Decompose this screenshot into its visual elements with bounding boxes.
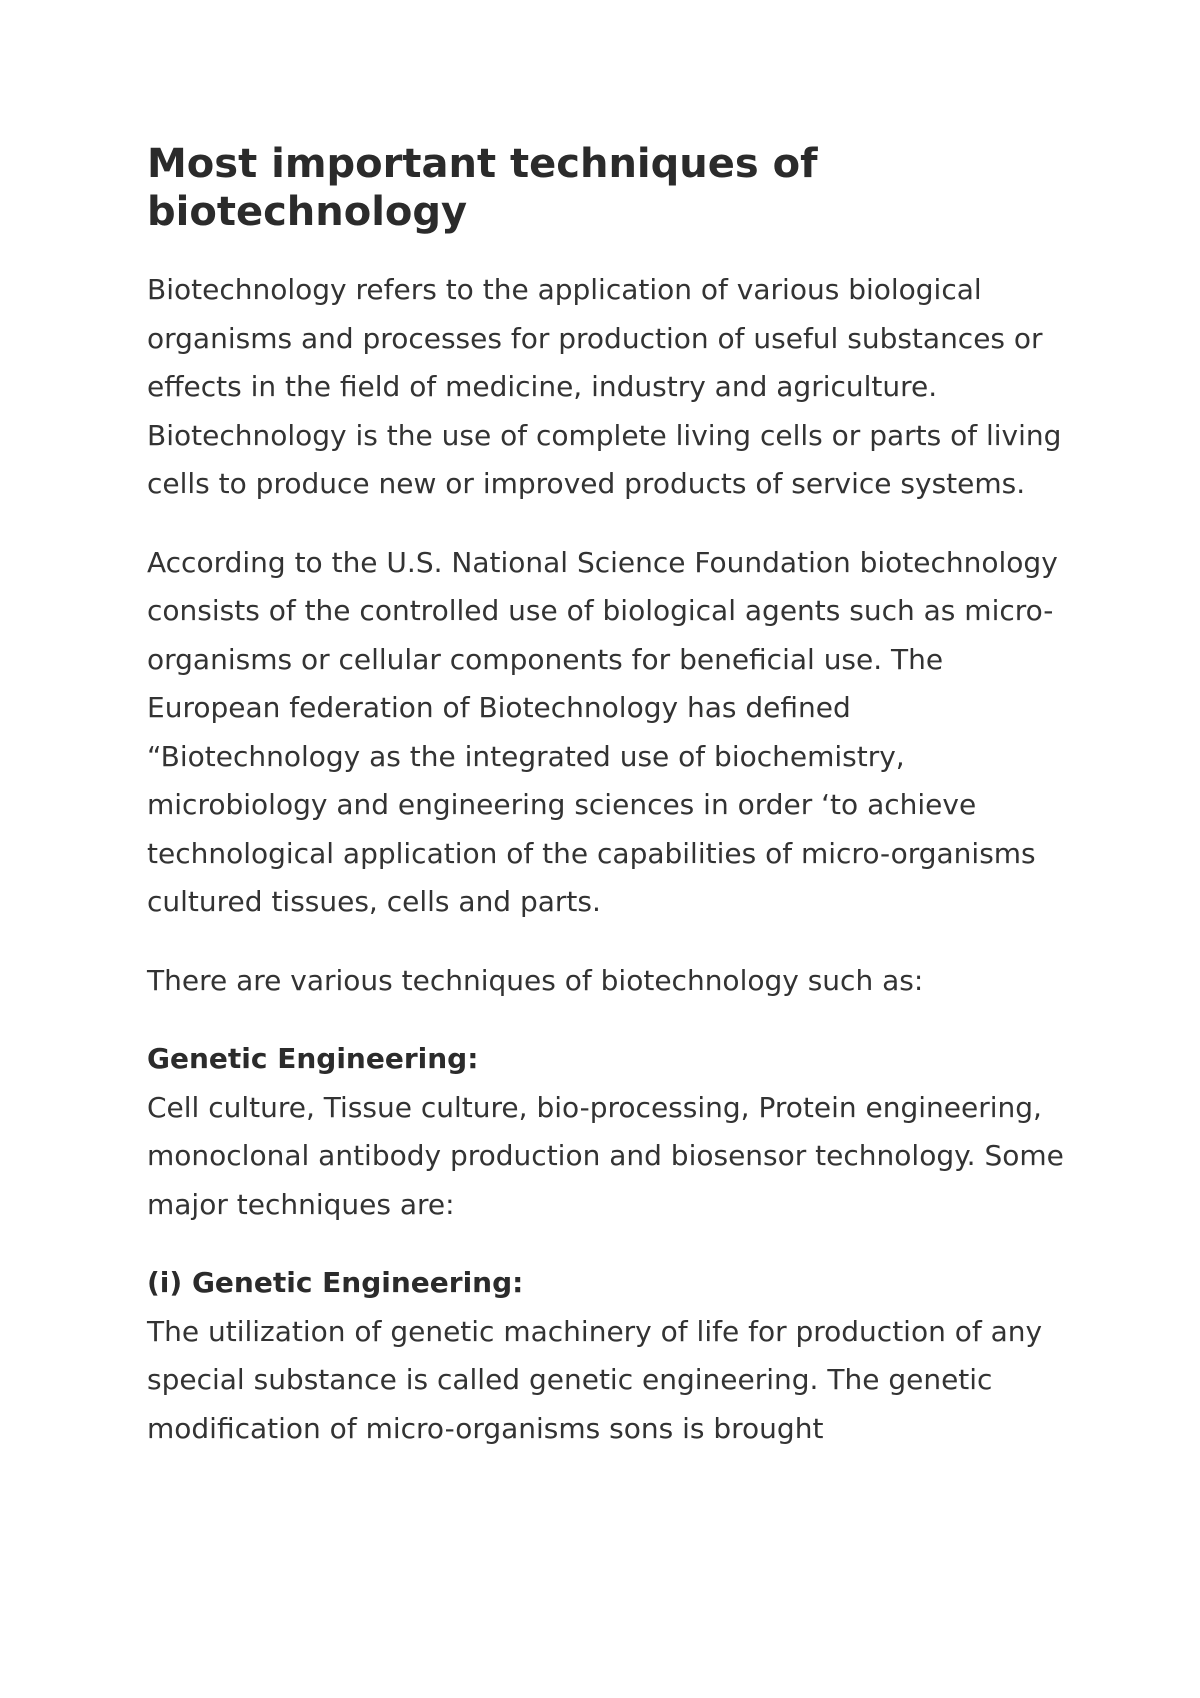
section-text: Cell culture, Tissue culture, bio-processing, Protein engineering, monoclonal antibody production and biosensor technology. Some major techniques are: — [147, 1090, 1064, 1221]
document-title: Most important techniques of biotechnology — [147, 141, 818, 235]
section-genetic-engineering-i — [147, 1259, 1067, 1453]
section-genetic-engineering — [147, 1035, 1067, 1229]
section-heading: (i) Genetic Engineering: — [147, 1266, 524, 1299]
document-page — [147, 140, 1067, 1483]
intro-paragraph: Biotechnology refers to the application of various biological organisms and processes for production of useful substances or effects in the field of medicine, industry and agriculture. Biotechnology is the use of complete living cells or parts of living cells to produce new or improved products of service systems. — [147, 273, 1062, 500]
definition-paragraph: According to the U.S. National Science Foundation biotechnology consists of the controlled use of biological agents such as micro-organisms or cellular components for beneficial use. The European federation of Biotechnology has defined “Biotechnology as the integrated use of biochemistry, microbiology and engineering sciences in order ‘to achieve technological application of the capabilities of micro-organisms cultured tissues, cells and parts. — [147, 545, 1058, 918]
techniques-intro-paragraph: There are various techniques of biotechnology such as: — [147, 963, 924, 997]
section-heading: Genetic Engineering: — [147, 1042, 479, 1075]
section-text: The utilization of genetic machinery of life for production of any special substance is called genetic engineering. The genetic modification of micro-organisms sons is brought — [147, 1314, 1043, 1445]
